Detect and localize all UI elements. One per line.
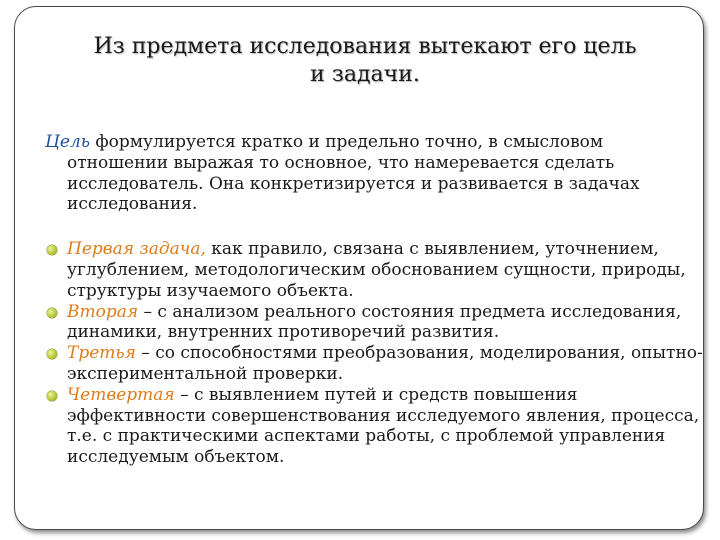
list-item bbox=[45, 302, 705, 344]
intro-paragraph bbox=[45, 132, 705, 215]
intro-term: Цель bbox=[45, 132, 90, 152]
title-line-2: и задачи. bbox=[310, 62, 420, 87]
task-text: – со способностями преобразования, моделирования, опытно-экспериментальной проверки. bbox=[67, 343, 703, 384]
bullet-icon bbox=[47, 349, 57, 359]
list-item bbox=[45, 385, 705, 468]
slide-title bbox=[45, 33, 685, 89]
task-text: – с анализом реального состояния предмета исследования, динамики, внутренних противоречий развития. bbox=[67, 301, 682, 343]
intro-text: формулируется кратко и предельно точно, в смысловом отношении выражая то основное, что намеревается сделать исследователь. Она конкретизируется и развивается в задачах исследования. bbox=[67, 132, 640, 215]
list-item bbox=[45, 343, 705, 385]
slide-body bbox=[45, 132, 705, 468]
task-text: как правило, связана с выявлением, уточнением, углублением, методологическим обоснованием сущности, природы, структуры изучаемого объекта. bbox=[67, 239, 686, 301]
task-term: Вторая bbox=[67, 301, 139, 322]
task-term: Первая задача, bbox=[67, 239, 206, 260]
tasks-list bbox=[45, 239, 705, 468]
bullet-icon bbox=[47, 245, 57, 255]
title-line-1: Из предмета исследования вытекают его цель bbox=[93, 34, 637, 59]
task-term: Третья bbox=[67, 343, 136, 364]
list-item bbox=[45, 239, 705, 301]
bullet-icon bbox=[47, 308, 57, 318]
slide-frame bbox=[14, 6, 704, 530]
task-text: – с выявлением путей и средств повышения эффективности совершенствования исследуемого явления, процесса, т.е. с практическими аспектами работы, с проблемой управления исследуемым объектом. bbox=[67, 384, 700, 468]
task-term: Четвертая bbox=[67, 384, 175, 405]
bullet-icon bbox=[47, 391, 57, 401]
